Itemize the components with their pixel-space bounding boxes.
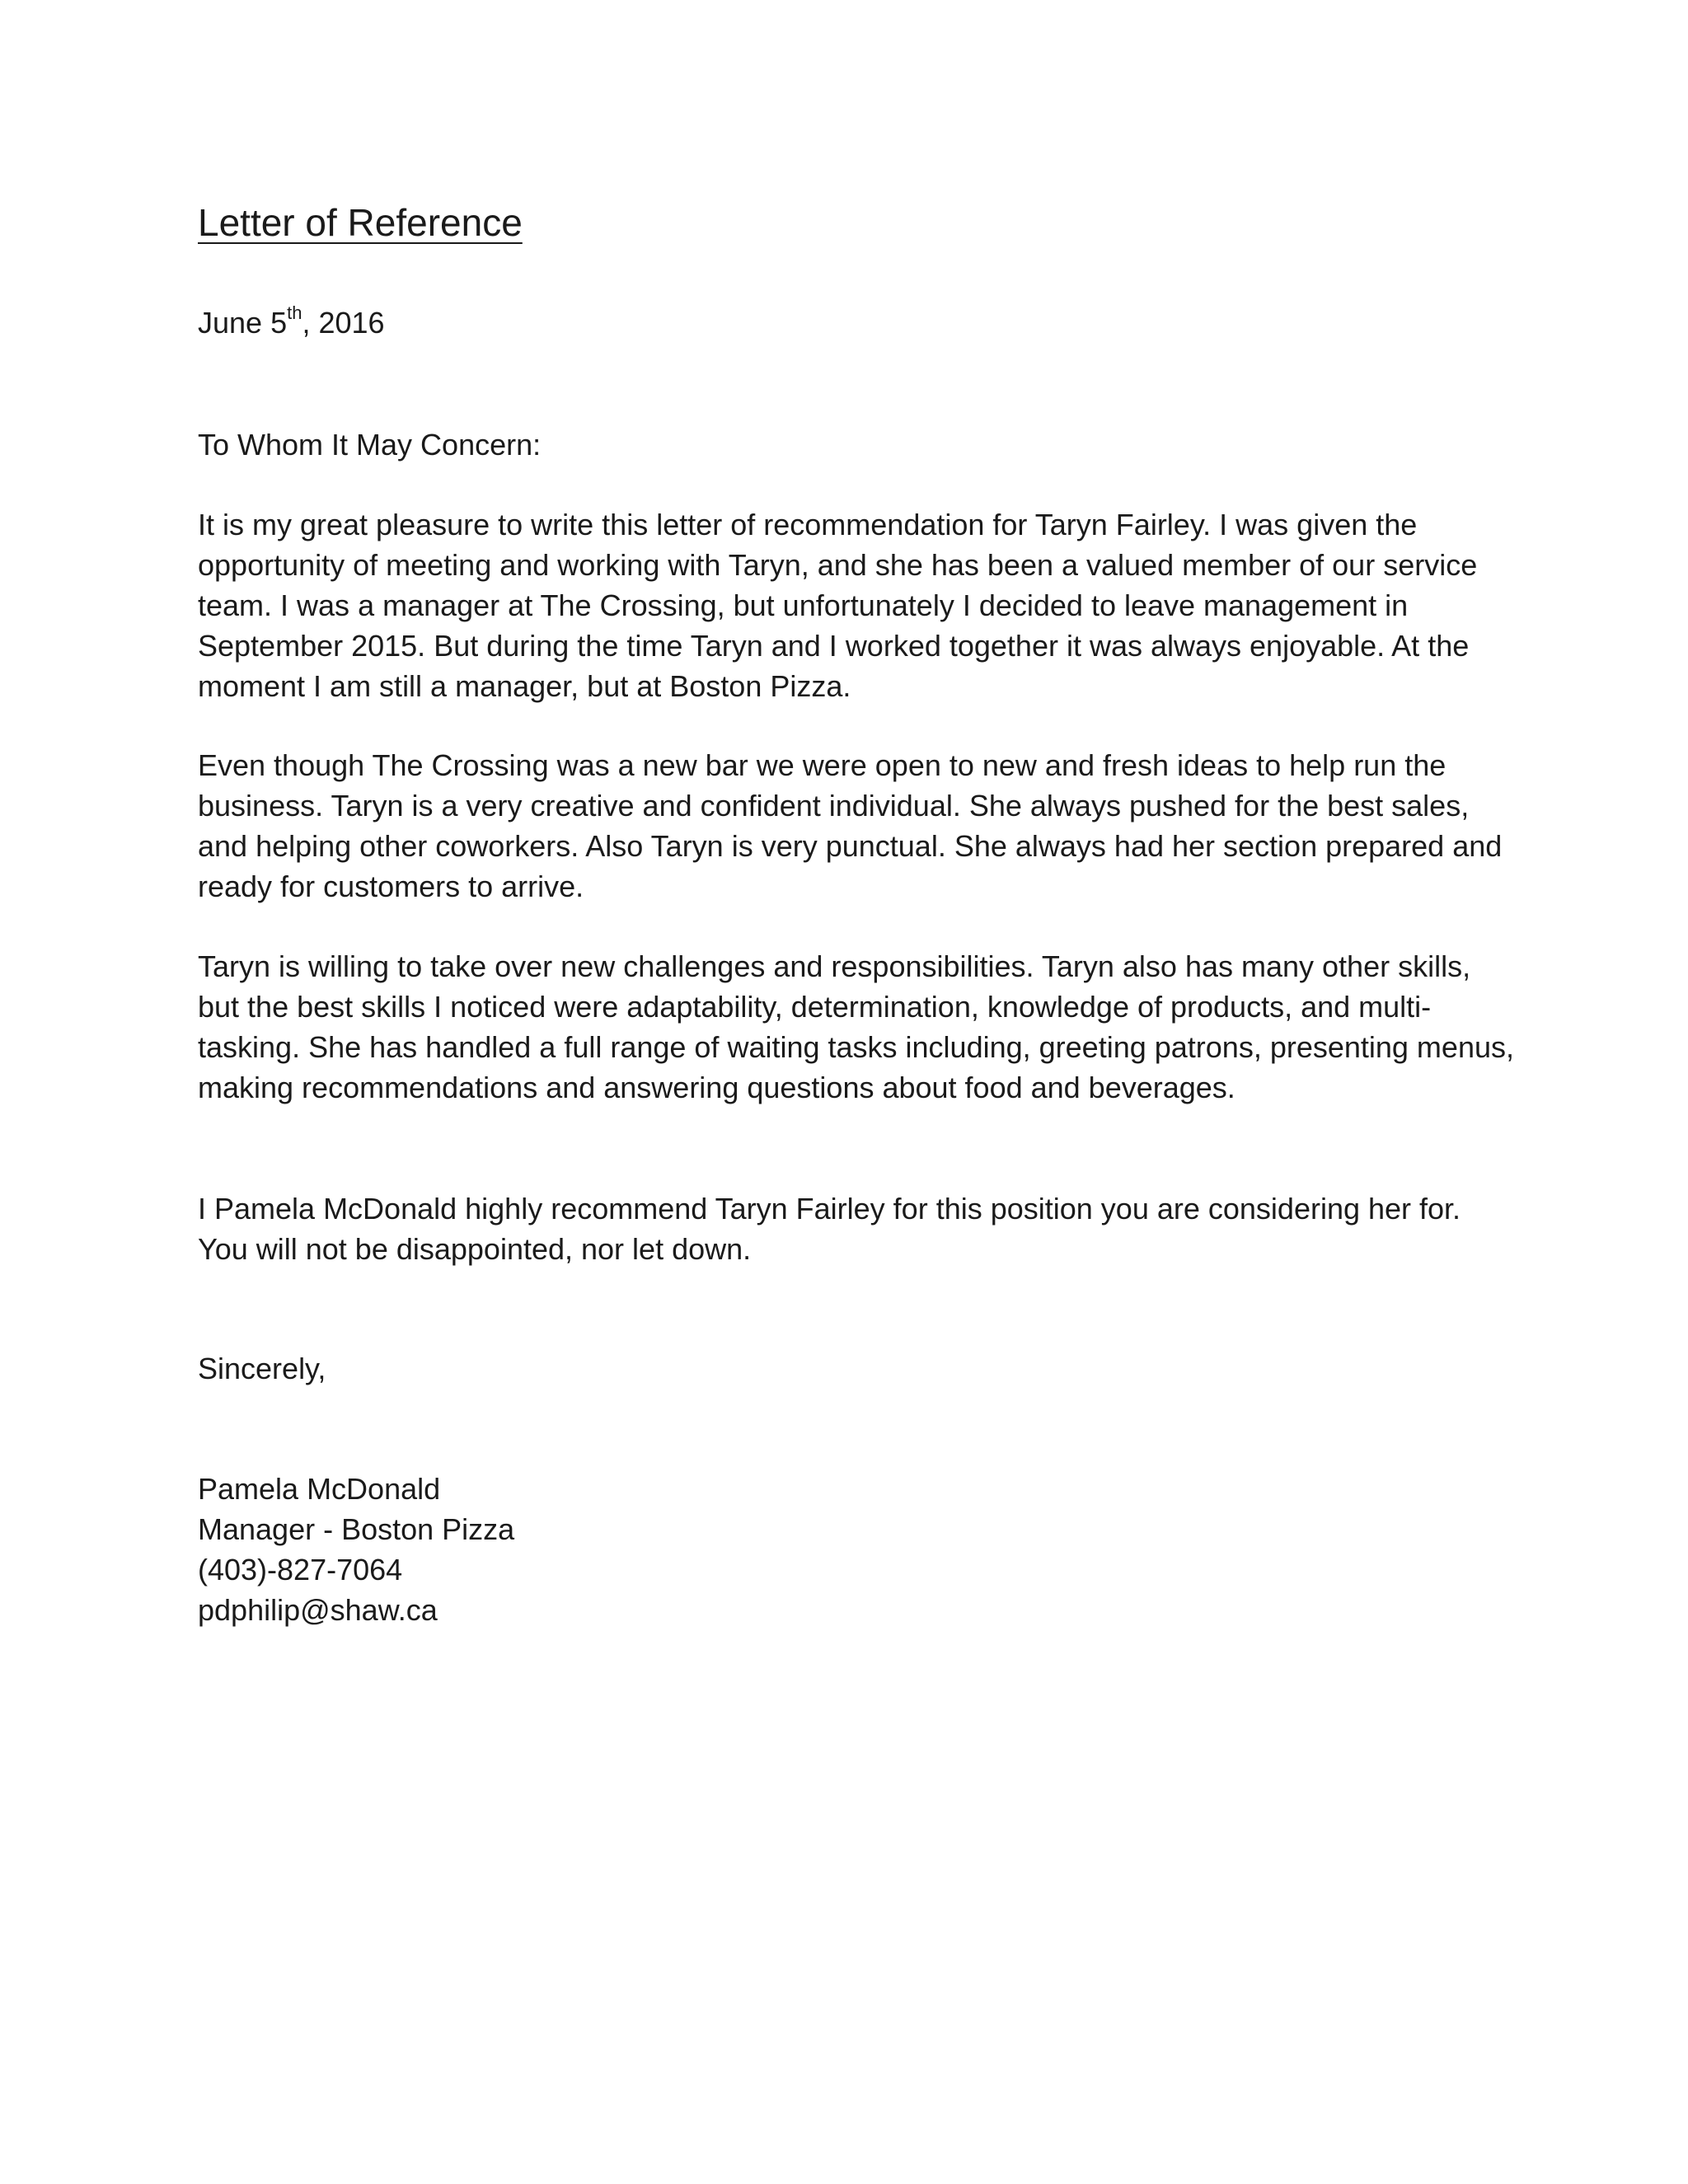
signer-phone: (403)-827-7064 [198,1553,403,1586]
signer-email: pdphilip@shaw.ca [198,1593,438,1627]
signer-title: Manager - Boston Pizza [198,1512,515,1546]
letter-title: Letter of Reference [198,201,523,244]
paragraph-intro: It is my great pleasure to write this letter of recommendation for Taryn Fairley. I was given the opportunity of meeting and working with Taryn, and she has been a valued member of our service team. I was a manager at The Crossing, but unfortunately I decided to leave management in September 2015. But during the time Taryn and I worked together it was always enjoyable. At the moment I am still a manager, but at Boston Pizza. [198,508,1478,703]
paragraph-qualities: Even though The Crossing was a new bar we were open to new and fresh ideas to help run the business. Taryn is a very creative and confident individual. She always pushed for the best sales, and helping other coworkers. Also Taryn is very punctual. She always had her section prepared and ready for customers to arrive. [198,748,1503,903]
closing: Sincerely, [198,1352,326,1385]
paragraph-recommendation: I Pamela McDonald highly recommend Taryn Fairley for this position you are considering her for. You will not be disappointed, nor let down. [198,1192,1461,1266]
salutation: To Whom It May Concern: [198,428,542,462]
date-month-day: June 5 [198,306,288,340]
letter-date [198,303,385,343]
signature-block [198,1469,514,1630]
signer-name: Pamela McDonald [198,1472,441,1506]
date-suffix: th [287,302,302,323]
letter-page [198,198,1517,1627]
date-year: , 2016 [302,306,385,340]
paragraph-skills: Taryn is willing to take over new challenges and responsibilities. Taryn also has many other skills, but the best skills I noticed were adaptability, determination, knowledge of products, and multi-tasking. She has handled a full range of waiting tasks including, greeting patrons, presenting menus, making recommendations and answering questions about food and beverages. [198,949,1514,1104]
